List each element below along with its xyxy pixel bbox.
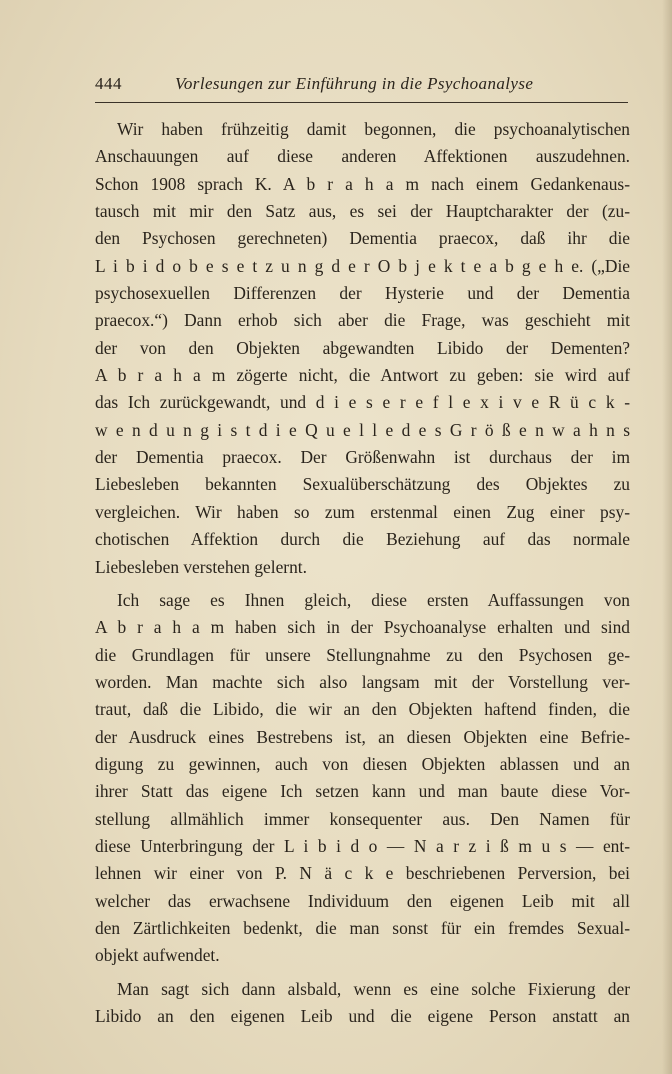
page-number: 444 [95,74,122,93]
text-line: stellung allmählich immer konsequenter aus. Den Namen für [95,808,630,829]
text-line: ihrer Statt das eigene Ich setzen kann und man baute diese Vor- [95,781,630,802]
text-line: welcher das erwachsene Individuum den eigenen Leib mit all [95,890,630,911]
text-line: chotischen Affektion durch die Beziehung auf das normale [95,529,630,550]
text-line: der von den Objekten abgewandten Libido der Dementen? [95,337,630,358]
body-text [95,116,630,1030]
text-line: tausch mit mir den Satz aus, es sei der Hauptcharakter der (zu- [95,201,630,222]
text-line: der Dementia praecox. Der Größenwahn ist durchaus der im [95,447,630,468]
text-line: vergleichen. Wir haben so zum erstenmal einen Zug einer psy- [95,501,630,522]
text-line: traut, daß die Libido, die wir an den Objekten haftend finden, die [95,699,630,720]
text-line: L i b i d o b e s e t z u n g d e r O b j e k t e a b g e h e. („Die [95,255,630,276]
text-line: Wir haben frühzeitig damit begonnen, die psychoanalytischen [117,119,630,139]
text-line: Liebesleben verstehen gelernt. [95,556,307,577]
text-line: Anschauungen auf diese anderen Affektionen auszudehnen. [95,146,630,167]
paragraph [95,587,630,970]
text-line: diese Unterbringung der L i b i d o — N a r z i ß m u s — ent- [95,835,630,856]
header-rule [95,102,628,103]
paragraph [95,116,630,581]
text-line: Liebesleben bekannten Sexualüberschätzung des Objektes zu [95,474,630,495]
running-head [95,74,630,98]
text-line: Ich sage es Ihnen gleich, diese ersten Auffassungen von [117,589,630,610]
text-line: das Ich zurückgewandt, und d i e s e r e f l e x i v e R ü c k - [95,392,630,413]
text-line: Libido an den eigenen Leib und die eigene Person anstatt an [95,1006,630,1026]
text-line: digung zu gewinnen, auch von diesen Objekten ablassen und an [95,753,630,774]
text-line: Schon 1908 sprach K. A b r a h a m nach einem Gedankenaus- [95,173,630,194]
text-line: worden. Man machte sich also langsam mit der Vorstellung ver- [95,671,630,692]
text-line: den Psychosen gerechneten) Dementia praecox, daß ihr die [95,228,630,249]
text-line: praecox.“) Dann erhob sich aber die Frage, was geschieht mit [95,310,630,331]
text-line: A b r a h a m haben sich in der Psychoanalyse erhalten und sind [95,617,630,638]
text-line: Man sagt sich dann alsbald, wenn es eine solche Fixierung der [117,978,630,999]
text-line: die Grundlagen für unsere Stellungnahme zu den Psychosen ge- [95,644,630,665]
text-line: A b r a h a m zögerte nicht, die Antwort zu geben: sie wird auf [95,365,630,386]
text-line: der Ausdruck eines Bestrebens ist, an diesen Objekten eine Befrie- [95,726,630,747]
text-line: objekt aufwendet. [95,945,220,966]
text-line: lehnen wir einer von P. N ä c k e beschriebenen Perversion, bei [95,863,630,884]
page-edge-shadow [662,0,672,1074]
paragraph [95,976,630,1031]
running-title: Vorlesungen zur Einführung in die Psychoanalyse [175,74,534,93]
text-line: den Zärtlichkeiten bedenkt, die man sonst für ein fremdes Sexual- [95,917,630,938]
text-line: w e n d u n g i s t d i e Q u e l l e d e s G r ö ß e n w a h n s [95,419,630,440]
text-line: psychosexuellen Differenzen der Hysterie und der Dementia [95,283,630,304]
